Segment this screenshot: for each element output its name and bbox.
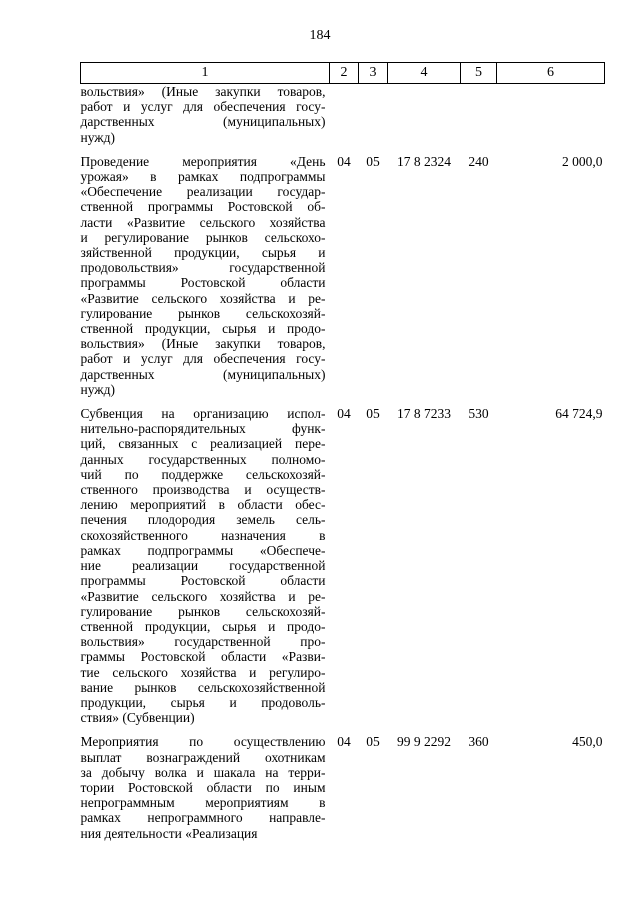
description-line: зяйственной продукции, сырья и <box>80 245 326 261</box>
description-line: ственной программы Ростовской об- <box>80 199 326 215</box>
target-article-code <box>388 84 461 154</box>
description-line: нужд) <box>80 129 115 145</box>
expense-type-code: 360 <box>468 734 489 750</box>
description-line: «Развитие сельского хозяйства и ре- <box>80 588 326 604</box>
row-description <box>81 84 330 154</box>
description-line: непрограммным мероприятиям в <box>80 795 326 811</box>
column-header: 3 <box>359 63 388 84</box>
page-number: 184 <box>309 28 331 43</box>
description-line: ние реализации государственной <box>80 558 326 574</box>
description-line: Мероприятия по осуществлению <box>80 734 326 750</box>
description-line: продовольствия» государственной <box>80 260 326 276</box>
subsection-code: 05 <box>366 153 380 169</box>
subsection-code <box>359 84 388 154</box>
subsection-code: 05 <box>366 406 380 422</box>
amount-value <box>497 84 605 154</box>
description-line: и регулирование рынков сельскохо- <box>80 229 326 245</box>
table-row <box>81 154 605 406</box>
description-line: выплат вознаграждений охотникам <box>80 749 326 765</box>
description-line: тие сельского хозяйства и регулиро- <box>80 664 326 680</box>
description-line: программы Ростовской области <box>80 573 326 589</box>
description-line: данных государственных полномо- <box>80 451 326 467</box>
description-line: урожая» в рамках подпрограммы <box>80 169 326 185</box>
row-description <box>81 154 330 406</box>
row-description <box>81 406 330 734</box>
expense-type-code <box>461 84 497 154</box>
description-line: ния деятельности «Реализация <box>80 825 258 841</box>
description-line: вольствия» (Иные закупки товаров, <box>80 336 326 352</box>
description-line: работ и услуг для обеспечения госу- <box>80 99 326 115</box>
description-line: ственной продукции, сырья и продо- <box>80 321 326 337</box>
description-line: тории Ростовской области по иным <box>80 779 326 795</box>
column-header: 6 <box>497 63 605 84</box>
description-line: вание рынков сельскохозяйственной <box>80 679 326 695</box>
description-line: «Обеспечение реализации государ- <box>80 184 326 200</box>
target-article-code: 17 8 2324 <box>397 153 451 169</box>
section-code <box>330 84 359 154</box>
description-line: нужд) <box>80 381 115 397</box>
target-article-code: 17 8 7233 <box>397 406 451 422</box>
description-line: Субвенция на организацию испол- <box>80 406 326 422</box>
description-line: ственного производства и осуществ- <box>80 482 326 498</box>
section-code: 04 <box>337 734 351 750</box>
row-description <box>81 734 330 840</box>
description-line: дарственных (муниципальных) <box>80 114 326 130</box>
amount-value: 64 724,9 <box>555 406 603 422</box>
description-line: рамках непрограммного направле- <box>80 810 326 826</box>
column-header: 1 <box>81 63 330 84</box>
description-line: гулирование рынков сельскохозяй- <box>80 305 326 321</box>
target-article-code: 99 9 2292 <box>397 734 451 750</box>
description-line: продукции, сырья и продоволь- <box>80 694 326 710</box>
description-line: за добычу волка и шакала на терри- <box>80 764 326 780</box>
description-line: вольствия» государственной про- <box>80 634 326 650</box>
description-line: ственной продукции, сырья и продо- <box>80 618 326 634</box>
amount-value: 450,0 <box>572 734 603 750</box>
description-line: нительно-распорядительных функ- <box>80 421 326 437</box>
description-line: печения плодородия земель сель- <box>80 512 326 528</box>
amount-value: 2 000,0 <box>562 153 603 169</box>
budget-table <box>80 62 605 841</box>
description-line: гулирование рынков сельскохозяй- <box>80 603 326 619</box>
description-line: дарственных (муниципальных) <box>80 366 326 382</box>
description-line: вольствия» (Иные закупки товаров, <box>80 84 326 99</box>
table-header <box>81 63 605 84</box>
column-header: 5 <box>461 63 497 84</box>
table-row <box>81 84 605 154</box>
section-code: 04 <box>337 153 351 169</box>
table-body <box>81 84 605 841</box>
expense-type-code: 240 <box>468 153 489 169</box>
description-line: ций, связанных с реализацией пере- <box>80 436 326 452</box>
description-line: рамках подпрограммы «Обеспече- <box>80 542 326 558</box>
subsection-code: 05 <box>366 734 380 750</box>
column-header: 4 <box>388 63 461 84</box>
column-header: 2 <box>330 63 359 84</box>
table-row <box>81 406 605 734</box>
description-line: программы Ростовской области <box>80 275 326 291</box>
description-line: скохозяйственного назначения в <box>80 527 326 543</box>
description-line: граммы Ростовской области «Разви- <box>80 649 326 665</box>
expense-type-code: 530 <box>468 406 489 422</box>
section-code: 04 <box>337 406 351 422</box>
description-line: чий по поддержке сельскохозяй- <box>80 466 326 482</box>
description-line: ствия» (Субвенции) <box>80 710 195 726</box>
description-line: работ и услуг для обеспечения госу- <box>80 351 326 367</box>
description-line: лению мероприятий в области обес- <box>80 497 326 513</box>
description-line: Проведение мероприятия «День <box>80 153 326 169</box>
description-line: ласти «Развитие сельского хозяйства <box>80 214 326 230</box>
description-line: «Развитие сельского хозяйства и ре- <box>80 290 326 306</box>
table-row <box>81 734 605 840</box>
